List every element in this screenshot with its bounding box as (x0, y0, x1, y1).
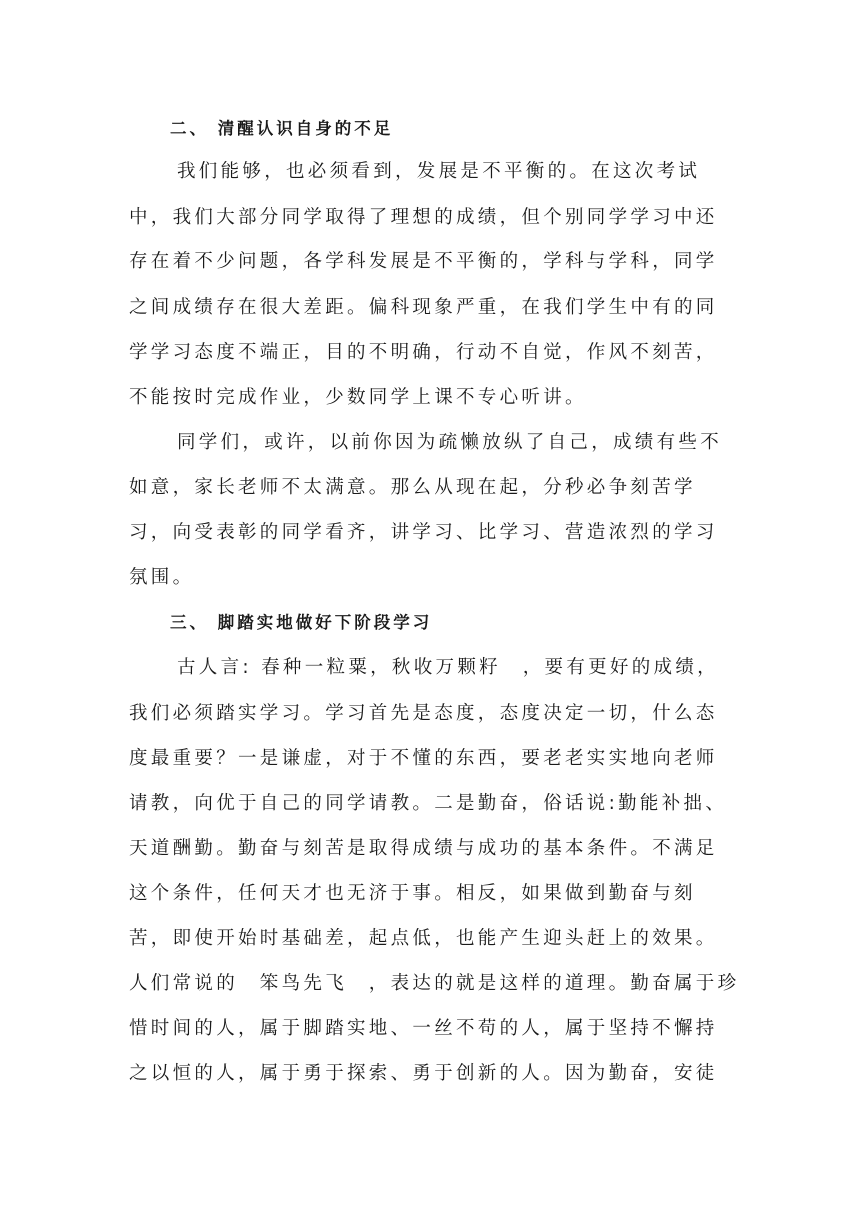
text-line: 我们必须踏实学习。学习首先是态度，态度决定一切，什么态 (129, 703, 718, 724)
text-line: 不能按时完成作业，少数同学上课不专心听讲。 (129, 387, 587, 408)
text-line: 学学习态度不端正，目的不明确，行动不自觉，作风不刻苦， (129, 342, 718, 363)
text-line: 请教，向优于自己的同学请教。二是勤奋，俗话说:勤能补拙、 (129, 793, 728, 814)
text-line: 惜时间的人，属于脚踏实地、一丝不苟的人，属于坚持不懈持 (129, 1018, 718, 1039)
text-line: 中，我们大部分同学取得了理想的成绩，但个别同学学习中还 (129, 207, 718, 228)
text-line: 人们常说的 笨鸟先飞 ，表达的就是这样的道理。勤奋属于珍 (129, 973, 740, 994)
text-line: 天道酬勤。勤奋与刻苦是取得成绩与成功的基本条件。不满足 (129, 838, 718, 859)
text-line: 古人言: 春种一粒粟，秋收万颗籽 ，要有更好的成绩， (177, 657, 719, 678)
text-line: 之间成绩存在很大差距。偏科现象严重，在我们学生中有的同 (129, 297, 718, 318)
text-line: 苦，即使开始时基础差，起点低，也能产生迎头赶上的效果。 (129, 928, 718, 949)
text-line: 度最重要？一是谦虚，对于不懂的东西，要老老实实地向老师 (129, 748, 718, 769)
text-line: 存在着不少问题，各学科发展是不平衡的，学科与学科，同学 (129, 251, 718, 272)
section-3-heading: 三、 脚踏实地做好下阶段学习 (170, 613, 433, 632)
text-line: 习，向受表彰的同学看齐，讲学习、比学习、营造浓烈的学习 (129, 522, 718, 543)
text-line: 同学们，或许，以前你因为疏懒放纵了自己，成绩有些不 (177, 432, 723, 453)
section-2-heading: 二、 清醒认识自身的不足 (170, 119, 394, 138)
text-line: 氛围。 (129, 567, 195, 588)
text-line: 我们能够，也必须看到，发展是不平衡的。在这次考试 (177, 161, 701, 182)
text-line: 这个条件，任何天才也无济于事。相反，如果做到勤奋与刻 (129, 883, 696, 904)
text-line: 如意，家长老师不太满意。那么从现在起，分秒必争刻苦学 (129, 477, 696, 498)
text-line: 之以恒的人，属于勇于探索、勇于创新的人。因为勤奋，安徒 (129, 1063, 718, 1084)
